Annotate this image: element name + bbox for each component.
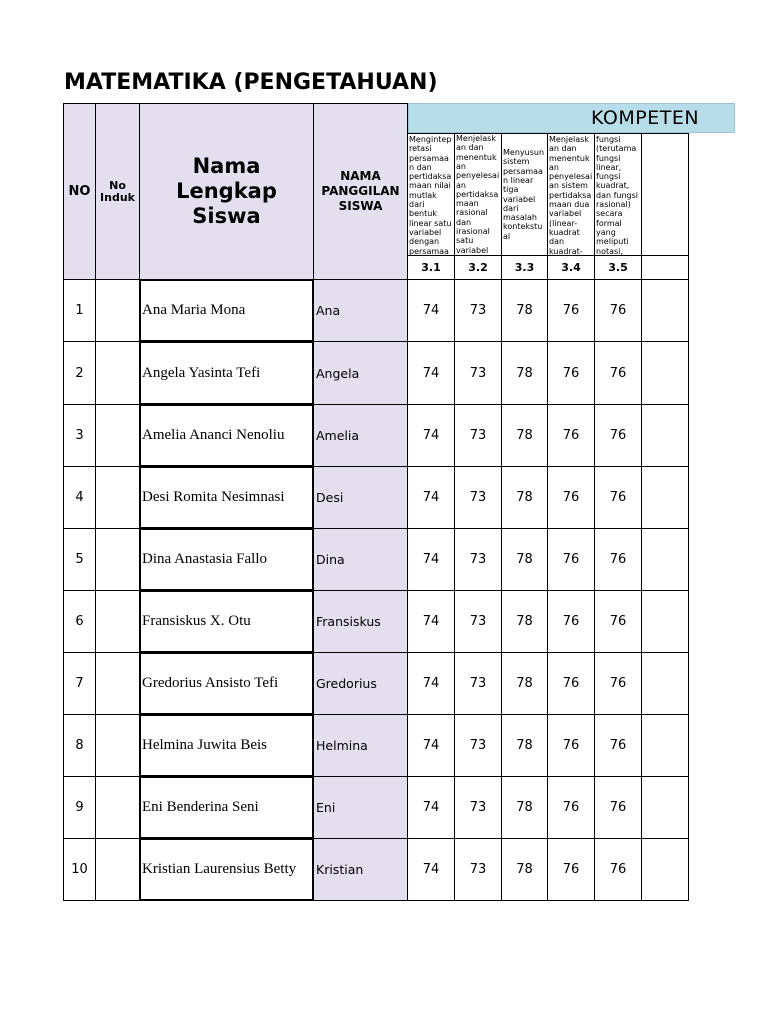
score-cell: 76	[547, 528, 595, 591]
score-cell: 74	[407, 528, 455, 591]
score-cell: 74	[407, 838, 455, 901]
score-cell: 76	[594, 466, 642, 529]
student-full-name: Ana Maria Mona	[139, 279, 314, 342]
score-cell: 76	[547, 838, 595, 901]
student-full-name: Dina Anastasia Fallo	[139, 528, 314, 591]
student-full-name: Eni Benderina Seni	[139, 776, 314, 839]
score-cell: 73	[454, 714, 502, 777]
student-full-name: Amelia Ananci Nenoliu	[139, 404, 314, 467]
competency-code: 3.4	[547, 255, 595, 280]
header-no-induk: No Induk	[95, 103, 140, 280]
score-cell: 73	[454, 466, 502, 529]
student-nickname: Desi	[313, 466, 408, 529]
score-cell: 76	[547, 652, 595, 715]
student-nickname: Amelia	[313, 404, 408, 467]
empty-score-cell	[641, 341, 689, 405]
student-no-induk	[95, 838, 140, 901]
score-cell: 74	[407, 652, 455, 715]
student-number: 10	[63, 838, 96, 901]
competency-description: fungsi (terutama fungsi linear, fungsi kuadrat, dan fungsi rasional) secara formal yang meliputi notasi,	[594, 133, 642, 256]
student-no-induk	[95, 404, 140, 467]
student-no-induk	[95, 466, 140, 529]
score-cell: 76	[547, 404, 595, 467]
competency-description: Mengintepretasi persamaan dan pertidaksamaan nilai mutlak dari bentuk linear satu variabel dengan persamaa	[407, 133, 455, 256]
score-cell: 76	[594, 590, 642, 653]
empty-score-cell	[641, 404, 689, 467]
empty-score-cell	[641, 714, 689, 777]
student-no-induk	[95, 652, 140, 715]
score-cell: 78	[501, 528, 548, 591]
empty-score-cell	[641, 466, 689, 529]
empty-score-cell	[641, 652, 689, 715]
score-cell: 73	[454, 652, 502, 715]
empty-score-cell	[641, 590, 689, 653]
student-number: 4	[63, 466, 96, 529]
score-cell: 78	[501, 838, 548, 901]
student-nickname: Ana	[313, 279, 408, 342]
competency-description: Menyusun sistem persamaan linear tiga variabel dari masalah kontekstual	[501, 133, 548, 256]
competency-description: Menjelaskan dan menentukan penyelesaian pertidaksamaan rasional dan irasional satu variabel	[454, 133, 502, 256]
score-cell: 76	[547, 466, 595, 529]
student-nickname: Angela	[313, 341, 408, 405]
page-title: MATEMATIKA (PENGETAHUAN)	[64, 70, 438, 95]
empty-header-cell	[641, 133, 689, 256]
student-number: 2	[63, 341, 96, 405]
score-cell: 76	[594, 838, 642, 901]
student-number: 5	[63, 528, 96, 591]
student-full-name: Angela Yasinta Tefi	[139, 341, 314, 405]
score-cell: 74	[407, 776, 455, 839]
score-cell: 74	[407, 714, 455, 777]
score-cell: 76	[594, 776, 642, 839]
student-full-name: Kristian Laurensius Betty	[139, 838, 314, 901]
score-cell: 73	[454, 279, 502, 342]
competency-description: Menjelaskan dan menentukan penyelesaian sistem pertidaksamaan dua variabel (linear-kuadrat dan kuadrat-	[547, 133, 595, 256]
header-nama-panggilan: NAMA PANGGILAN SISWA	[313, 103, 408, 280]
kompetensi-header-bar	[408, 103, 735, 133]
score-cell: 76	[547, 590, 595, 653]
score-cell: 78	[501, 652, 548, 715]
kompetensi-label: KOMPETEN	[591, 107, 700, 129]
score-cell: 74	[407, 279, 455, 342]
score-cell: 76	[547, 279, 595, 342]
score-cell: 76	[594, 652, 642, 715]
student-full-name: Helmina Juwita Beis	[139, 714, 314, 777]
score-cell: 74	[407, 404, 455, 467]
score-cell: 76	[594, 341, 642, 405]
student-no-induk	[95, 341, 140, 405]
score-cell: 76	[594, 279, 642, 342]
score-cell: 73	[454, 776, 502, 839]
score-cell: 76	[547, 341, 595, 405]
header-no: NO	[63, 103, 96, 280]
score-cell: 78	[501, 341, 548, 405]
score-cell: 74	[407, 466, 455, 529]
score-cell: 76	[594, 404, 642, 467]
score-cell: 78	[501, 776, 548, 839]
student-no-induk	[95, 528, 140, 591]
empty-score-cell	[641, 838, 689, 901]
empty-score-cell	[641, 528, 689, 591]
student-nickname: Eni	[313, 776, 408, 839]
student-number: 1	[63, 279, 96, 342]
score-cell: 76	[594, 714, 642, 777]
score-cell: 73	[454, 404, 502, 467]
student-nickname: Helmina	[313, 714, 408, 777]
header-nama-lengkap: Nama Lengkap Siswa	[139, 103, 314, 280]
score-cell: 73	[454, 528, 502, 591]
student-number: 7	[63, 652, 96, 715]
empty-score-cell	[641, 776, 689, 839]
score-cell: 78	[501, 590, 548, 653]
score-cell: 73	[454, 341, 502, 405]
student-nickname: Gredorius	[313, 652, 408, 715]
score-cell: 74	[407, 590, 455, 653]
student-no-induk	[95, 279, 140, 342]
competency-code: 3.1	[407, 255, 455, 280]
student-no-induk	[95, 714, 140, 777]
score-cell: 78	[501, 714, 548, 777]
student-no-induk	[95, 590, 140, 653]
score-cell: 78	[501, 404, 548, 467]
student-number: 6	[63, 590, 96, 653]
student-number: 8	[63, 714, 96, 777]
student-nickname: Kristian	[313, 838, 408, 901]
score-cell: 78	[501, 279, 548, 342]
student-no-induk	[95, 776, 140, 839]
competency-code: 3.3	[501, 255, 548, 280]
student-full-name: Fransiskus X. Otu	[139, 590, 314, 653]
empty-header-cell	[641, 255, 689, 280]
student-nickname: Dina	[313, 528, 408, 591]
score-cell: 76	[547, 714, 595, 777]
score-cell: 73	[454, 590, 502, 653]
score-cell: 76	[594, 528, 642, 591]
student-number: 3	[63, 404, 96, 467]
empty-score-cell	[641, 279, 689, 342]
student-number: 9	[63, 776, 96, 839]
score-cell: 74	[407, 341, 455, 405]
student-nickname: Fransiskus	[313, 590, 408, 653]
score-cell: 73	[454, 838, 502, 901]
student-full-name: Gredorius Ansisto Tefi	[139, 652, 314, 715]
score-cell: 76	[547, 776, 595, 839]
student-full-name: Desi Romita Nesimnasi	[139, 466, 314, 529]
competency-code: 3.2	[454, 255, 502, 280]
competency-code: 3.5	[594, 255, 642, 280]
score-cell: 78	[501, 466, 548, 529]
